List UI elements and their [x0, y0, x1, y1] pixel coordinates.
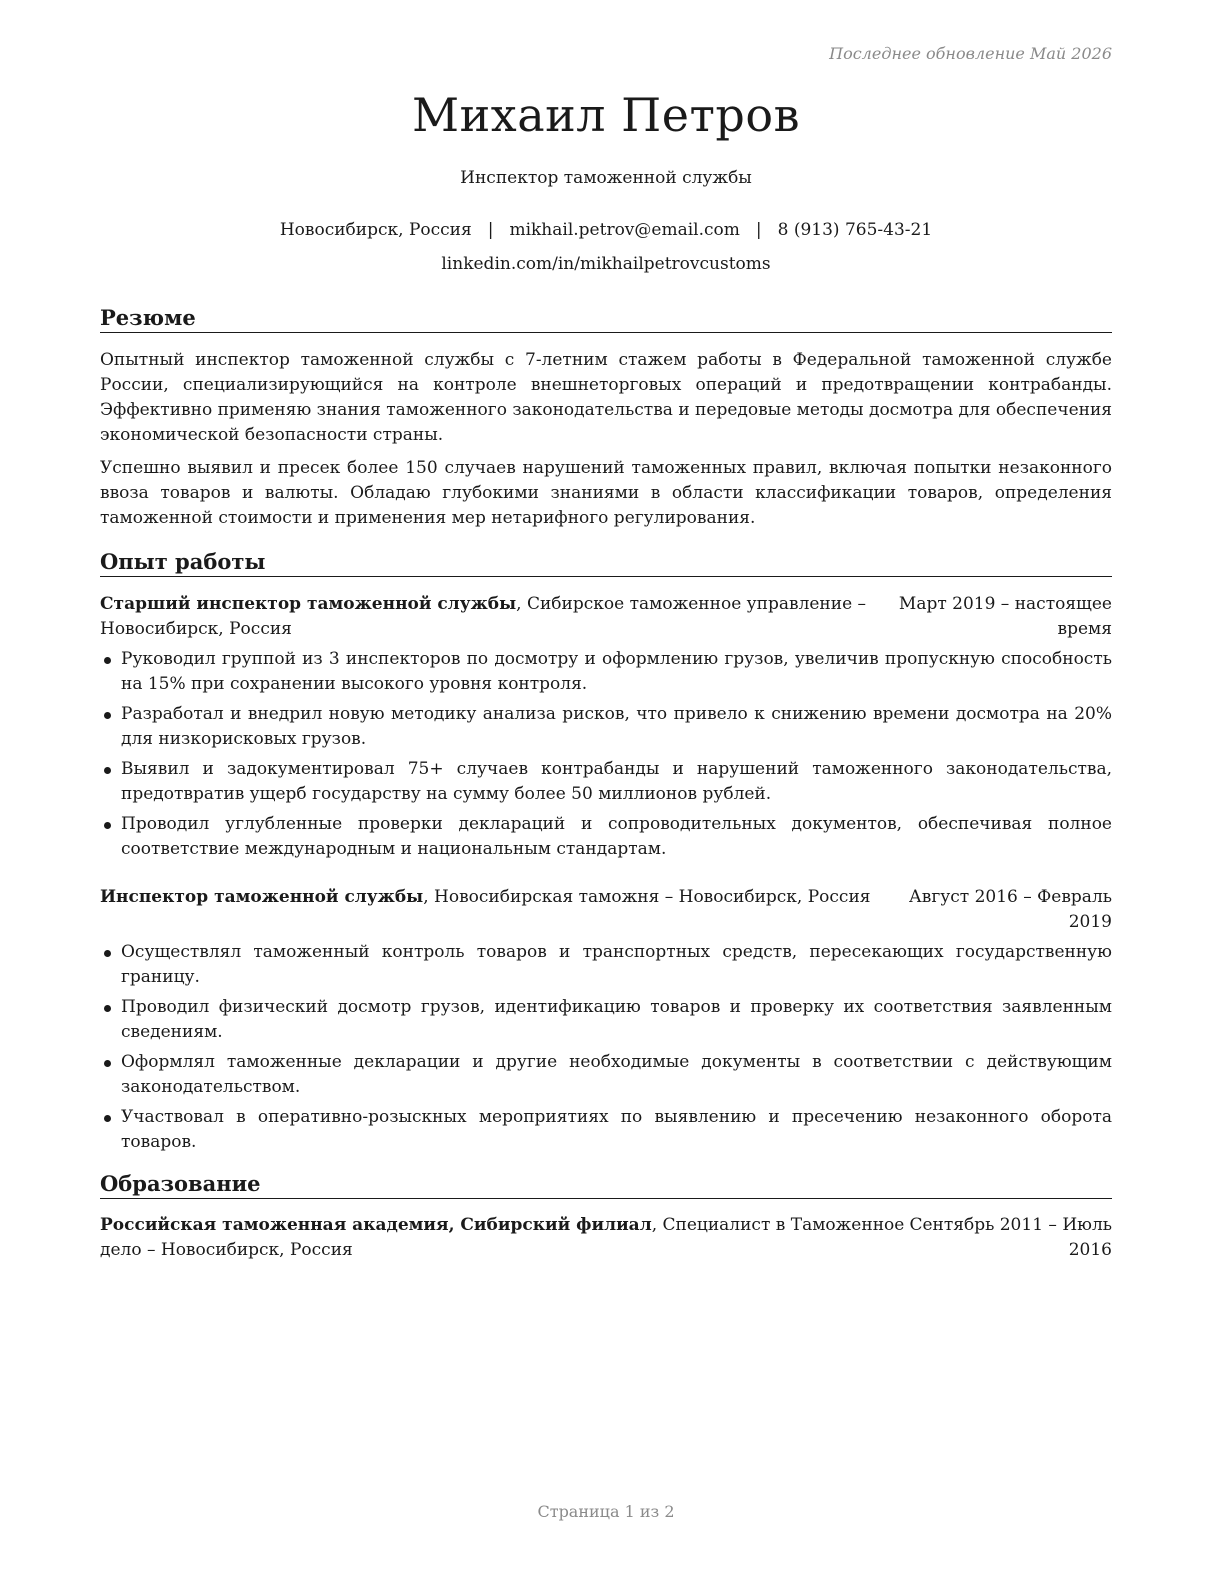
education-dates [909, 1213, 1112, 1263]
location-text: Новосибирск, Россия [279, 220, 472, 240]
list-item: Проводил физический досмотр грузов, идентификацию товаров и проверку их соответствия заявленным сведениям. [100, 995, 1112, 1045]
job-role: Инспектор таможенной службы [100, 887, 424, 907]
job-organization: , Сибирское таможенное управление – [516, 594, 867, 614]
job-entry-header [100, 885, 1112, 935]
candidate-name: Михаил Петров [412, 88, 800, 142]
phone-text: 8 (913) 765-43-21 [777, 220, 933, 240]
page-number: Страница 1 из 2 [537, 1502, 675, 1521]
section-heading-experience: Опыт работы [100, 549, 1112, 577]
job-dates-line: время [1057, 619, 1112, 639]
section-heading-summary: Резюме [100, 305, 1112, 333]
candidate-title: Инспектор таможенной службы [460, 168, 752, 188]
summary-paragraph: Успешно выявил и пресек более 150 случаев нарушений таможенных правил, включая попытки незаконного ввоза товаров и валюты. Обладаю глубокими знаниями в области классификации товаров, определения таможенной стоимости и применения мер нетарифного регулирования. [100, 458, 1112, 528]
section-heading-education: Образование [100, 1171, 1112, 1199]
job-role: Старший инспектор таможенной службы [100, 594, 517, 614]
list-item: Руководил группой из 3 инспекторов по досмотру и оформлению грузов, увеличив пропускную способность на 15% при сохранении высокого уровня контроля. [100, 647, 1112, 697]
list-item: Участвовал в оперативно-розыскных мероприятиях по выявлению и пресечению незаконного оборота товаров. [100, 1105, 1112, 1155]
list-item: Проводил углубленные проверки деклараций и сопроводительных документов, обеспечивая полное соответствие международным и национальным стандартам. [100, 812, 1112, 862]
list-item: Осуществлял таможенный контроль товаров и транспортных средств, пересекающих государственную границу. [100, 940, 1112, 990]
resume-page [100, 0, 1112, 1584]
job-dates-line: Август 2016 – Февраль [908, 887, 1112, 907]
job-location: Новосибирск, Россия [100, 619, 292, 639]
last-updated-note: Последнее обновление Май 2026 [829, 44, 1112, 63]
contact-line [100, 220, 1112, 240]
job-organization: , Новосибирская таможня – Новосибирск, Россия [423, 887, 871, 907]
list-item: Разработал и внедрил новую методику анализа рисков, что привело к снижению времени досмотра на 20% для низкорисковых грузов. [100, 702, 1112, 752]
job-title-block [100, 592, 866, 642]
job-entry-header [100, 592, 1112, 642]
education-degree: , Специалист в Таможенное [651, 1215, 905, 1235]
education-school: Российская таможенная академия, Сибирский филиал [100, 1215, 652, 1235]
summary-paragraph: Опытный инспектор таможенной службы с 7-летним стажем работы в Федеральной таможенной службе России, специализирующийся на контроле внешнеторговых операций и предотвращении контрабанды. Эффективно применяю знания таможенного законодательства и передовые методы досмотра для обеспечения экономической безопасности страны. [100, 350, 1113, 445]
email-link[interactable]: mikhail.petrov@email.com [509, 220, 740, 240]
list-item: Выявил и задокументировал 75+ случаев контрабанды и нарушений таможенного законодательства, предотвратив ущерб государству на сумму более 50 миллионов рублей. [100, 757, 1112, 807]
summary-text [100, 348, 1112, 539]
job-title-block [100, 885, 871, 910]
education-title-block [100, 1213, 904, 1263]
job-bullets [100, 940, 1112, 1160]
job-dates [899, 592, 1112, 642]
contact-separator: | [487, 220, 494, 240]
contact-separator: | [755, 220, 762, 240]
education-dates-line: Сентябрь 2011 – Июль [909, 1215, 1112, 1235]
education-degree-continued: дело – Новосибирск, Россия [100, 1240, 353, 1260]
education-dates-line: 2016 [1068, 1240, 1112, 1260]
linkedin-link[interactable]: linkedin.com/in/mikhailpetrovcustoms [441, 254, 771, 274]
list-item: Оформлял таможенные декларации и другие необходимые документы в соответствии с действующим законодательством. [100, 1050, 1112, 1100]
job-dates-line: 2019 [1068, 912, 1112, 932]
job-bullets [100, 647, 1112, 867]
education-entry-header [100, 1213, 1112, 1263]
job-dates [909, 885, 1112, 935]
job-dates-line: Март 2019 – настоящее [898, 594, 1112, 614]
